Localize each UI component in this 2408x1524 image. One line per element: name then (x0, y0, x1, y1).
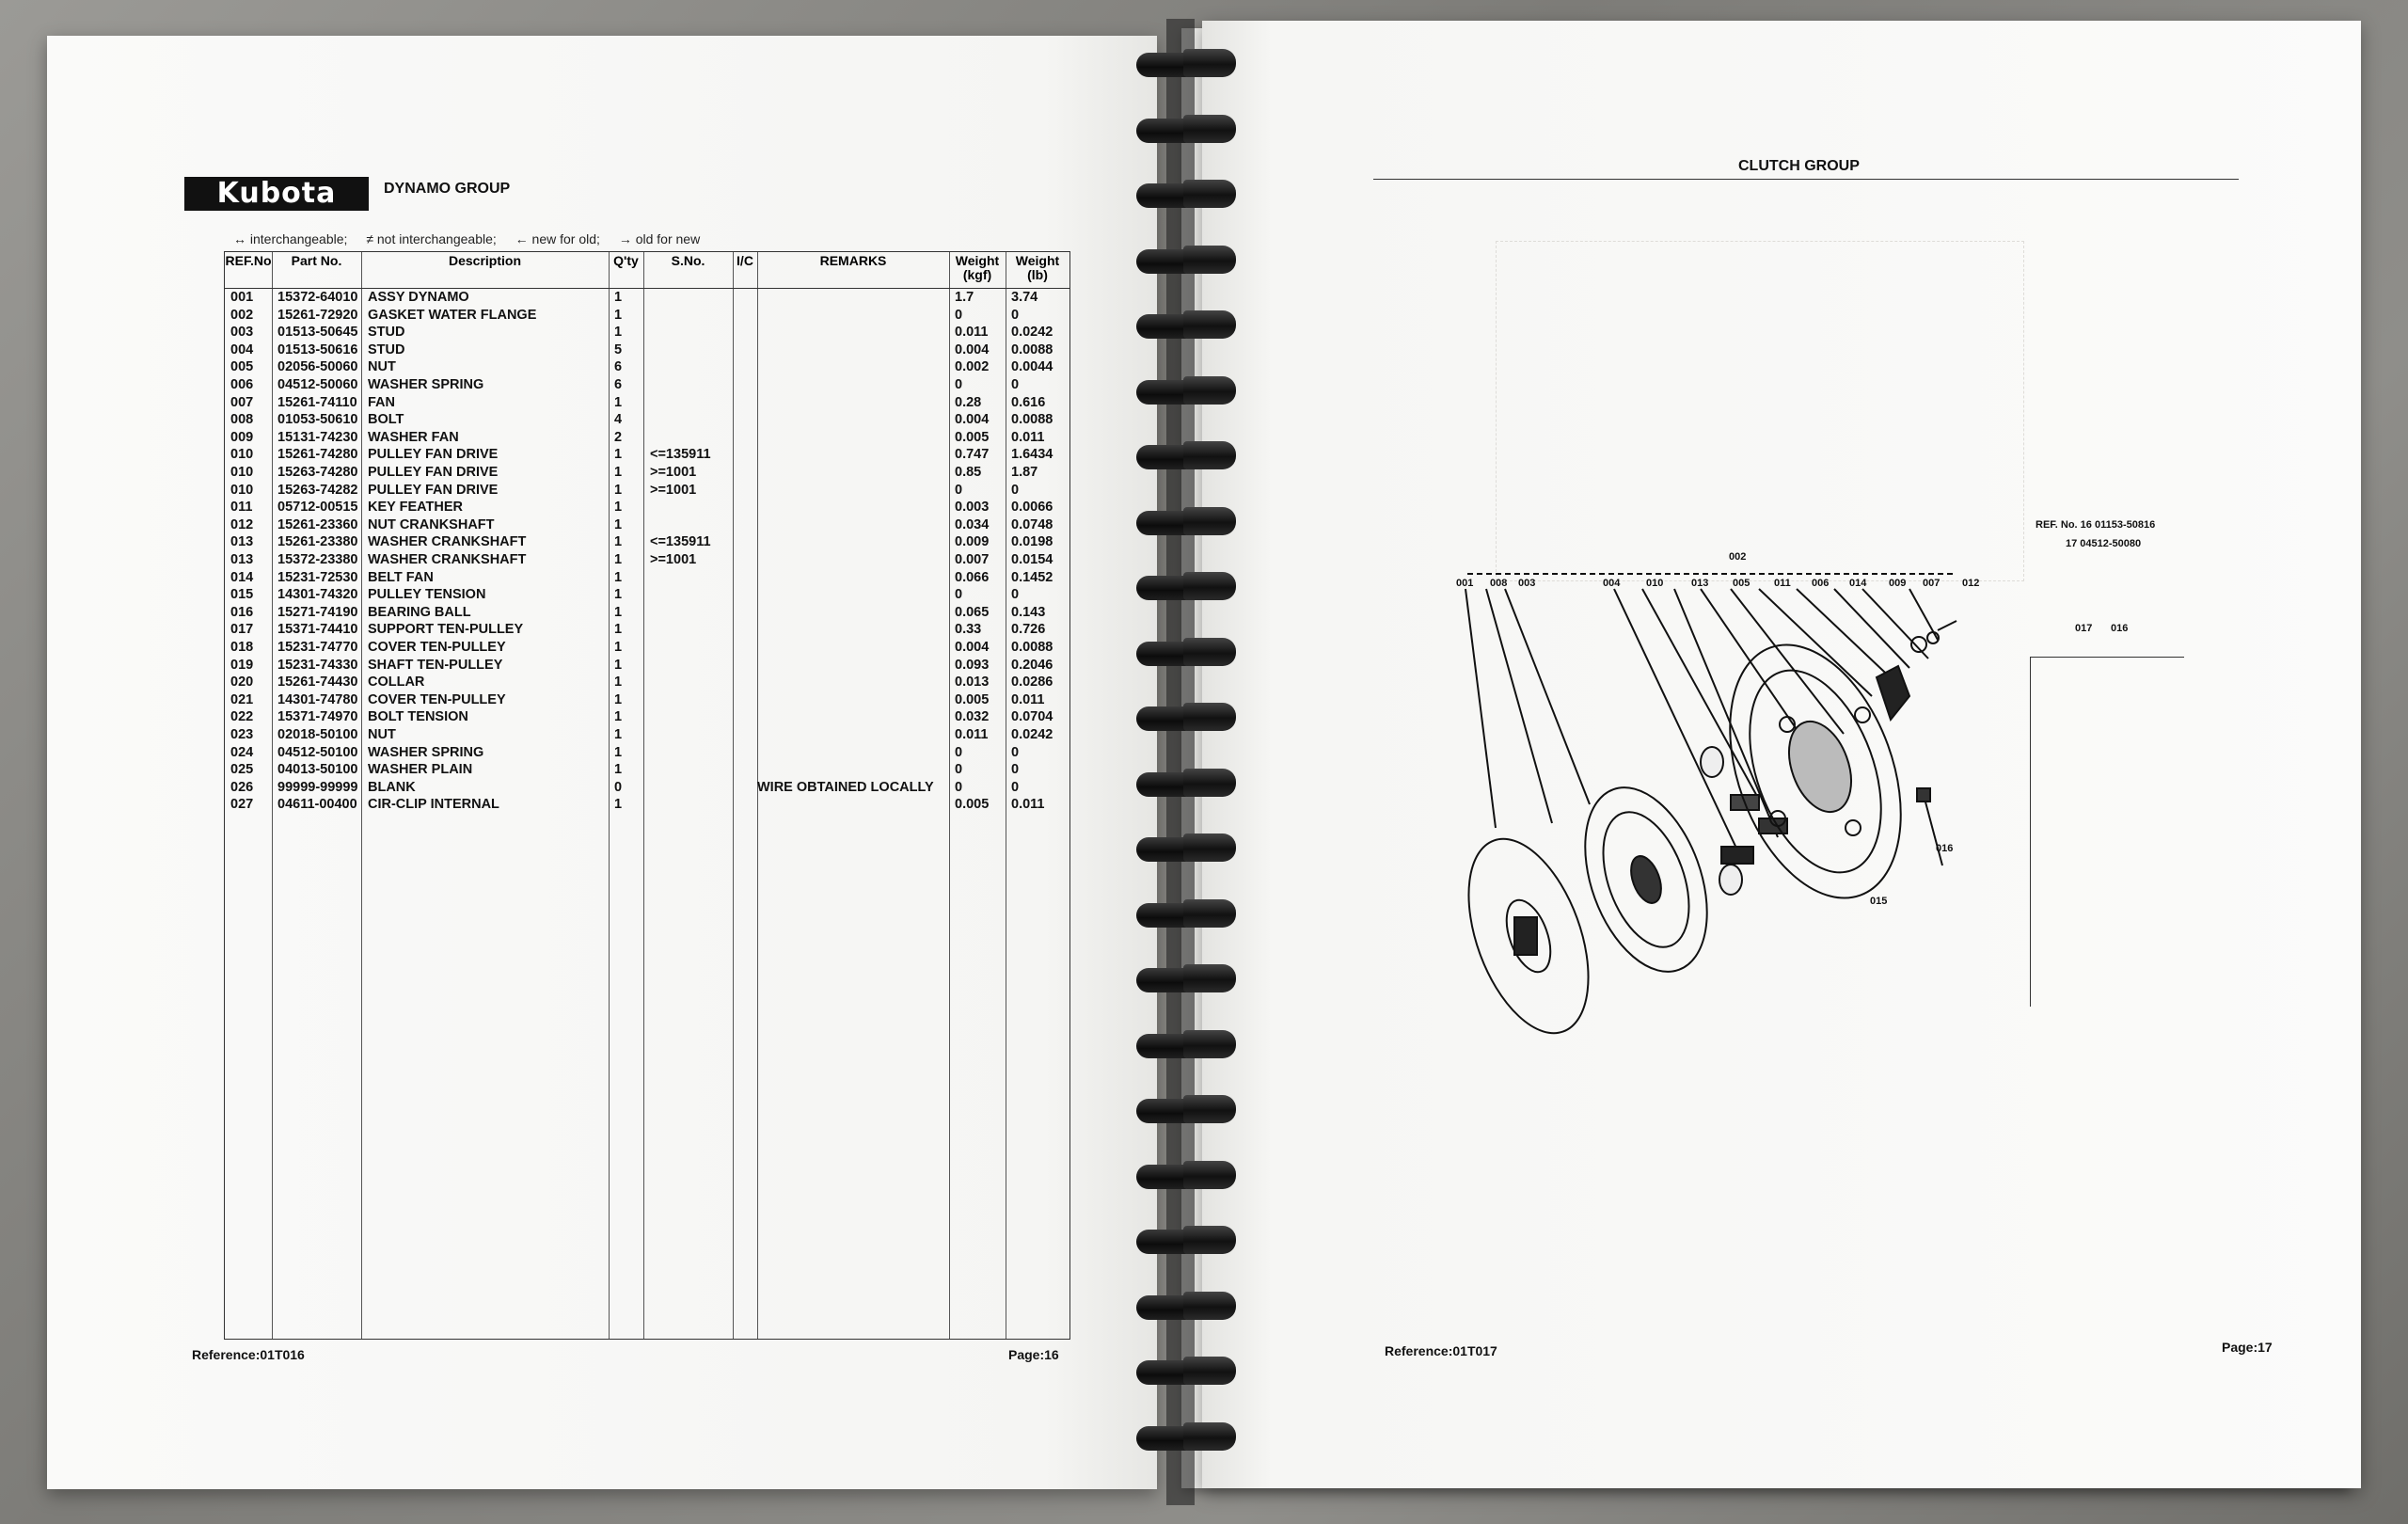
cell-sno: >=1001 (650, 482, 697, 498)
binding-coil (1136, 1422, 1238, 1454)
binding-coil (1136, 49, 1238, 81)
header-qty: Q'ty (613, 253, 639, 268)
cell-desc: WASHER SPRING (368, 744, 484, 760)
cell-ref: 026 (230, 779, 254, 795)
cell-kgf: 0.004 (955, 341, 990, 357)
cell-kgf: 0.065 (955, 604, 990, 620)
cell-lb: 0.011 (1011, 691, 1045, 707)
cell-kgf: 0.28 (955, 394, 982, 410)
cell-lb: 0.0748 (1011, 516, 1054, 532)
cell-ref: 017 (230, 622, 254, 638)
left-page-title: DYNAMO GROUP (384, 181, 511, 197)
cell-part: 15261-72920 (277, 307, 358, 323)
table-row (225, 622, 1069, 640)
cell-ref: 010 (230, 447, 254, 463)
cell-part: 15261-74430 (277, 675, 358, 691)
table-row (225, 308, 1069, 325)
cell-desc: KEY FEATHER (368, 500, 463, 516)
cell-desc: WASHER FAN (368, 429, 459, 445)
cell-part: 04512-50060 (277, 377, 358, 392)
cell-ref: 027 (230, 797, 254, 813)
cell-part: 15131-74230 (277, 429, 358, 445)
cell-lb: 0 (1011, 587, 1020, 603)
cell-ref: 024 (230, 744, 254, 760)
binding-coil (1136, 507, 1238, 539)
cell-lb: 0 (1011, 307, 1020, 323)
cell-kgf: 0.002 (955, 359, 990, 375)
cell-ref: 004 (230, 341, 254, 357)
table-row (225, 342, 1069, 360)
cell-desc: FAN (368, 394, 395, 410)
cell-desc: BEARING BALL (368, 604, 471, 620)
cell-qty: 0 (614, 779, 623, 795)
cell-qty: 1 (614, 325, 623, 341)
cell-qty: 1 (614, 622, 623, 638)
cell-ref: 006 (230, 377, 254, 392)
callout-006: 006 (1812, 578, 1830, 589)
header-description: Description (448, 253, 521, 268)
cell-part: 05712-00515 (277, 500, 358, 516)
cell-ref: 008 (230, 412, 254, 428)
title-rule (1373, 179, 2239, 180)
callout-004: 004 (1603, 578, 1621, 589)
cell-qty: 1 (614, 657, 623, 673)
table-row (225, 709, 1069, 727)
cell-desc: NUT (368, 727, 396, 742)
cell-qty: 1 (614, 465, 623, 480)
cell-desc: PULLEY FAN DRIVE (368, 447, 499, 463)
cell-ref: 021 (230, 691, 254, 707)
table-row (225, 395, 1069, 413)
callout-016: 016 (1936, 843, 1954, 854)
cell-lb: 0 (1011, 744, 1020, 760)
cell-qty: 1 (614, 394, 623, 410)
cell-desc: BELT FAN (368, 569, 434, 585)
cell-ref: 010 (230, 465, 254, 480)
callout-014: 014 (1849, 578, 1867, 589)
cell-desc: WASHER CRANKSHAFT (368, 534, 527, 550)
cell-lb: 0.1452 (1011, 569, 1054, 585)
cell-ref: 010 (230, 482, 254, 498)
legend-old-for-new: → old for new (618, 231, 701, 246)
binding-spine (1166, 19, 1195, 1505)
cell-kgf: 0 (955, 744, 963, 760)
callout-013: 013 (1691, 578, 1709, 589)
legend-interchangeable: ↔ interchangeable; (233, 231, 348, 246)
cell-sno: >=1001 (650, 465, 697, 480)
cell-kgf: 0 (955, 762, 963, 778)
side-box-rule-vertical (2030, 657, 2031, 1007)
cell-kgf: 0.007 (955, 552, 990, 567)
cell-ref: 016 (230, 604, 254, 620)
cell-ref: 018 (230, 640, 254, 655)
callout-002: 002 (1729, 551, 1747, 563)
cell-qty: 1 (614, 500, 623, 516)
cell-part: 04611-00400 (277, 797, 357, 813)
cell-part: 15231-72530 (277, 569, 358, 585)
cell-ref: 011 (230, 500, 253, 516)
binding-coil (1136, 376, 1238, 408)
header-weight-kgf: Weight (kgf) (955, 253, 1000, 282)
header-ref: REF.No (225, 253, 272, 268)
binding-coil (1136, 769, 1238, 801)
cell-desc: STUD (368, 325, 405, 341)
cell-desc: NUT CRANKSHAFT (368, 516, 495, 532)
table-row (225, 500, 1069, 517)
cell-lb: 0.616 (1011, 394, 1046, 410)
callout-016-side: 016 (2111, 623, 2129, 634)
header-remarks: REMARKS (819, 253, 887, 268)
cell-kgf: 0 (955, 587, 963, 603)
cell-ref: 007 (230, 394, 254, 410)
cell-kgf: 0.005 (955, 691, 990, 707)
cell-part: 04013-50100 (277, 762, 358, 778)
cell-part: 15261-23380 (277, 534, 358, 550)
table-row (225, 570, 1069, 588)
binding-coil (1136, 638, 1238, 670)
cell-qty: 6 (614, 359, 623, 375)
cell-qty: 1 (614, 604, 623, 620)
binding-coil (1136, 833, 1238, 865)
cell-lb: 0.0066 (1011, 500, 1054, 516)
cell-lb: 0.0154 (1011, 552, 1054, 567)
table-row (225, 430, 1069, 448)
cell-sno: >=1001 (650, 552, 697, 567)
cell-lb: 0.0088 (1011, 412, 1054, 428)
cell-kgf: 0.013 (955, 675, 990, 691)
cell-desc: COVER TEN-PULLEY (368, 640, 506, 655)
cell-remarks: WIRE OBTAINED LOCALLY (757, 779, 934, 795)
cell-part: 15371-74970 (277, 709, 358, 725)
cell-ref: 013 (230, 534, 254, 550)
cell-part: 02018-50100 (277, 727, 358, 742)
cell-lb: 0.2046 (1011, 657, 1054, 673)
left-footer-page: Page:16 (1008, 1347, 1059, 1362)
cell-kgf: 0.034 (955, 516, 990, 532)
cell-desc: NUT (368, 359, 396, 375)
cell-qty: 1 (614, 640, 623, 655)
table-row (225, 534, 1069, 552)
table-row (225, 658, 1069, 675)
cell-desc: SUPPORT TEN-PULLEY (368, 622, 524, 638)
table-row (225, 587, 1069, 605)
table-row (225, 675, 1069, 692)
binding-coil (1136, 1161, 1238, 1193)
cell-qty: 1 (614, 552, 623, 567)
header-sno: S.No. (671, 253, 705, 268)
table-row (225, 412, 1069, 430)
cell-ref: 015 (230, 587, 254, 603)
cell-desc: WASHER CRANKSHAFT (368, 552, 527, 567)
parts-table (224, 251, 1070, 1340)
cell-desc: STUD (368, 341, 405, 357)
cell-lb: 0.0088 (1011, 640, 1054, 655)
cell-lb: 0.0044 (1011, 359, 1054, 375)
cell-qty: 1 (614, 447, 623, 463)
cell-desc: CIR-CLIP INTERNAL (368, 797, 499, 813)
callout-009: 009 (1889, 578, 1907, 589)
header-weight-lb: Weight (lb) (1015, 253, 1060, 282)
cell-qty: 4 (614, 412, 623, 428)
callout-017: 017 (2075, 623, 2093, 634)
right-page-title: CLUTCH GROUP (1738, 158, 1860, 174)
cell-part: 15231-74770 (277, 640, 358, 655)
cell-part: 14301-74780 (277, 691, 358, 707)
binding-coil (1136, 310, 1238, 342)
cell-sno: <=135911 (650, 447, 711, 463)
table-row (225, 465, 1069, 483)
cell-ref: 025 (230, 762, 254, 778)
cell-ref: 001 (230, 290, 254, 305)
cell-part: 15261-23360 (277, 516, 358, 532)
callout-010: 010 (1646, 578, 1664, 589)
cell-part: 04512-50100 (277, 744, 358, 760)
callout-012: 012 (1962, 578, 1980, 589)
cell-part: 99999-99999 (277, 779, 358, 795)
callout-001: 001 (1456, 578, 1474, 589)
table-row (225, 762, 1069, 780)
binding-coil (1136, 1226, 1238, 1258)
cell-desc: PULLEY TENSION (368, 587, 486, 603)
cell-desc: WASHER PLAIN (368, 762, 473, 778)
parts-table-header (225, 252, 1069, 289)
cell-lb: 0.0286 (1011, 675, 1054, 691)
cell-lb: 0.011 (1011, 797, 1045, 813)
cell-lb: 0.0704 (1011, 709, 1054, 725)
cell-qty: 1 (614, 675, 623, 691)
cell-lb: 0.0242 (1011, 325, 1054, 341)
cell-lb: 0 (1011, 762, 1020, 778)
cell-lb: 0.0242 (1011, 727, 1054, 742)
callout-015: 015 (1870, 896, 1888, 907)
bleed-through (1496, 241, 2024, 581)
cell-desc: COVER TEN-PULLEY (368, 691, 506, 707)
side-box-rule (2030, 657, 2184, 658)
cell-qty: 1 (614, 709, 623, 725)
cell-ref: 012 (230, 516, 254, 532)
cell-ref: 013 (230, 552, 254, 567)
cell-qty: 1 (614, 587, 623, 603)
table-row (225, 605, 1069, 623)
cell-lb: 0.0198 (1011, 534, 1054, 550)
cell-kgf: 1.7 (955, 290, 974, 305)
cell-desc: BLANK (368, 779, 416, 795)
cell-part: 02056-50060 (277, 359, 358, 375)
binding-coil (1136, 246, 1238, 278)
table-row (225, 517, 1069, 535)
cell-part: 15263-74282 (277, 482, 358, 498)
cell-qty: 1 (614, 797, 623, 813)
cell-desc: BOLT (368, 412, 404, 428)
cell-qty: 1 (614, 569, 623, 585)
cell-part: 01513-50616 (277, 341, 358, 357)
cell-kgf: 0.004 (955, 640, 990, 655)
cell-ref: 020 (230, 675, 254, 691)
binding-coil (1136, 703, 1238, 735)
callout-007: 007 (1923, 578, 1941, 589)
cell-ref: 023 (230, 727, 254, 742)
binding-coil (1136, 572, 1238, 604)
cell-lb: 0 (1011, 779, 1020, 795)
right-footer-page: Page:17 (2222, 1340, 2273, 1355)
binding-coil (1136, 1292, 1238, 1324)
cell-kgf: 0.005 (955, 429, 990, 445)
binding-coil (1136, 1095, 1238, 1127)
right-footer-reference: Reference:01T017 (1385, 1343, 1497, 1358)
cell-part: 15371-74410 (277, 622, 358, 638)
cell-qty: 1 (614, 516, 623, 532)
callout-008: 008 (1490, 578, 1508, 589)
binding-coil (1136, 899, 1238, 931)
table-row (225, 552, 1069, 570)
binding-coil (1136, 964, 1238, 996)
cell-lb: 0 (1011, 377, 1020, 392)
header-ic: I/C (737, 253, 753, 268)
cell-part: 15372-23380 (277, 552, 358, 567)
cell-desc: ASSY DYNAMO (368, 290, 469, 305)
interchange-legend (233, 231, 715, 246)
cell-kgf: 0.011 (955, 325, 989, 341)
cell-kgf: 0.747 (955, 447, 990, 463)
table-row (225, 692, 1069, 710)
legend-not-interchangeable: ≠ not interchangeable; (366, 231, 497, 246)
cell-part: 15263-74280 (277, 465, 358, 480)
cell-kgf: 0 (955, 779, 963, 795)
cell-desc: GASKET WATER FLANGE (368, 307, 537, 323)
cell-desc: PULLEY FAN DRIVE (368, 482, 499, 498)
cell-qty: 1 (614, 482, 623, 498)
table-row (225, 325, 1069, 342)
cell-qty: 1 (614, 534, 623, 550)
cell-desc: WASHER SPRING (368, 377, 484, 392)
cell-qty: 1 (614, 762, 623, 778)
cell-ref: 014 (230, 569, 254, 585)
cell-lb: 1.6434 (1011, 447, 1054, 463)
cell-kgf: 0.009 (955, 534, 990, 550)
binding-coil (1136, 1030, 1238, 1062)
cell-lb: 0.143 (1011, 604, 1046, 620)
table-row (225, 727, 1069, 745)
callout-003: 003 (1518, 578, 1536, 589)
cell-part: 15261-74280 (277, 447, 358, 463)
cell-qty: 1 (614, 727, 623, 742)
cell-ref: 019 (230, 657, 254, 673)
cell-qty: 1 (614, 691, 623, 707)
binding-coil (1136, 180, 1238, 212)
table-row (225, 780, 1069, 798)
cell-kgf: 0 (955, 377, 963, 392)
cell-qty: 6 (614, 377, 623, 392)
cell-desc: BOLT TENSION (368, 709, 468, 725)
cell-qty: 1 (614, 290, 623, 305)
cell-ref: 003 (230, 325, 254, 341)
cell-lb: 3.74 (1011, 290, 1038, 305)
binding-coil (1136, 441, 1238, 473)
cell-qty: 5 (614, 341, 623, 357)
cell-part: 14301-74320 (277, 587, 358, 603)
cell-desc: SHAFT TEN-PULLEY (368, 657, 503, 673)
cell-part: 15271-74190 (277, 604, 358, 620)
ref-note-16: REF. No. 16 01153-50816 (2036, 519, 2156, 531)
cell-kgf: 0 (955, 307, 963, 323)
cell-kgf: 0.85 (955, 465, 982, 480)
table-row (225, 290, 1069, 308)
cell-qty: 2 (614, 429, 623, 445)
cell-lb: 1.87 (1011, 465, 1038, 480)
cell-part: 15231-74330 (277, 657, 358, 673)
cell-kgf: 0.003 (955, 500, 990, 516)
table-row (225, 447, 1069, 465)
cell-kgf: 0.066 (955, 569, 990, 585)
cell-kgf: 0.011 (955, 727, 989, 742)
cell-part: 01513-50645 (277, 325, 358, 341)
callout-011: 011 (1774, 578, 1791, 589)
cell-part: 15261-74110 (277, 394, 357, 410)
cell-ref: 002 (230, 307, 254, 323)
cell-kgf: 0.032 (955, 709, 990, 725)
table-row (225, 745, 1069, 763)
kubota-logo: Kubota (184, 177, 369, 211)
cell-qty: 1 (614, 307, 623, 323)
binding-coil (1136, 1357, 1238, 1389)
cell-qty: 1 (614, 744, 623, 760)
cell-sno: <=135911 (650, 534, 711, 550)
cell-part: 15372-64010 (277, 290, 358, 305)
cell-lb: 0.726 (1011, 622, 1046, 638)
binding-coil (1136, 115, 1238, 147)
legend-new-for-old: ← new for old; (515, 231, 600, 246)
table-row (225, 483, 1069, 500)
cell-ref: 005 (230, 359, 254, 375)
cell-lb: 0.0088 (1011, 341, 1054, 357)
header-part-no: Part No. (291, 253, 342, 268)
ref-note-17: 17 04512-50080 (2066, 538, 2142, 549)
table-row (225, 359, 1069, 377)
cell-kgf: 0.005 (955, 797, 990, 813)
table-row (225, 797, 1069, 815)
cell-desc: PULLEY FAN DRIVE (368, 465, 499, 480)
cell-lb: 0.011 (1011, 429, 1045, 445)
clutch-exploded-diagram (1449, 555, 1985, 1044)
left-footer-reference: Reference:01T016 (192, 1347, 305, 1362)
cell-kgf: 0.093 (955, 657, 990, 673)
cell-kgf: 0 (955, 482, 963, 498)
cell-kgf: 0.004 (955, 412, 990, 428)
cell-part: 01053-50610 (277, 412, 358, 428)
cell-desc: COLLAR (368, 675, 425, 691)
cell-kgf: 0.33 (955, 622, 982, 638)
cell-lb: 0 (1011, 482, 1020, 498)
table-row (225, 640, 1069, 658)
callout-005: 005 (1733, 578, 1751, 589)
table-row (225, 377, 1069, 395)
cell-ref: 022 (230, 709, 254, 725)
cell-ref: 009 (230, 429, 254, 445)
